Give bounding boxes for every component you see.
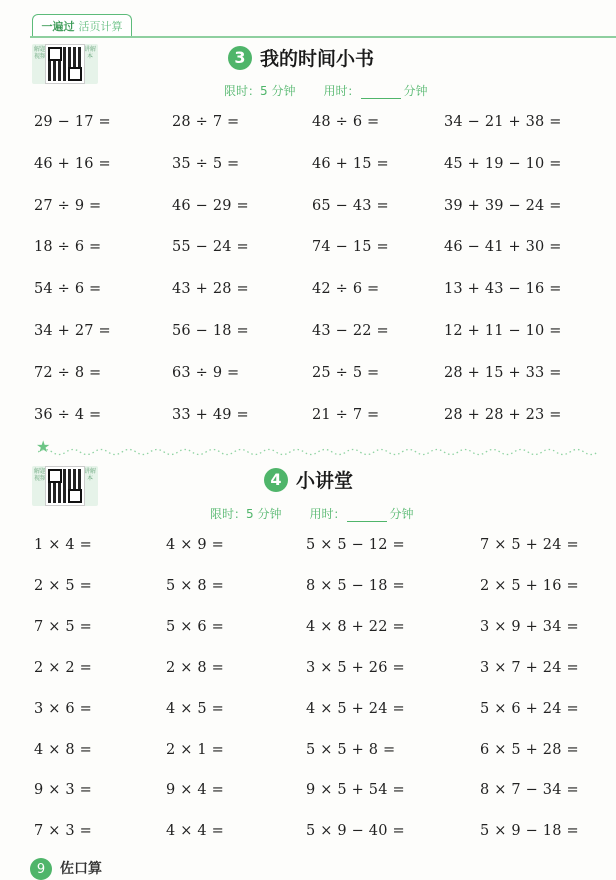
arithmetic-problem: 4 × 8 = [34, 741, 92, 758]
problem-row [0, 619, 616, 639]
arithmetic-problem: 39 + 39 − 24 = [444, 197, 562, 214]
arithmetic-problem: 3 × 7 + 24 = [480, 659, 579, 676]
arithmetic-problem: 28 ÷ 7 = [172, 114, 240, 130]
series-subtitle: 活页计算 [78, 20, 123, 33]
arithmetic-problem: 9 × 5 + 54 = [306, 782, 405, 799]
arithmetic-problem: 45 + 19 − 10 = [444, 155, 562, 172]
arithmetic-problem: 6 × 5 + 28 = [480, 741, 579, 758]
arithmetic-problem: 4 × 5 + 24 = [306, 700, 405, 717]
timer-section-4 [210, 505, 413, 522]
problem-row [0, 407, 616, 427]
arithmetic-problem: 8 × 7 − 34 = [480, 782, 579, 799]
problem-row [0, 823, 616, 843]
problem-row [0, 578, 616, 598]
section-divider [38, 442, 598, 452]
problem-row [0, 537, 616, 557]
problem-row [0, 281, 616, 301]
footer-text: 佐口算 [60, 861, 102, 877]
star-icon: ★ [36, 437, 51, 456]
arithmetic-problem: 54 ÷ 6 = [34, 281, 102, 298]
arithmetic-problem: 27 ÷ 9 = [34, 197, 102, 214]
arithmetic-problem: 1 × 4 = [34, 537, 92, 553]
arithmetic-problem: 56 − 18 = [172, 323, 249, 339]
arithmetic-problem: 7 × 3 = [34, 823, 92, 840]
arithmetic-problem: 3 × 5 + 26 = [306, 659, 405, 676]
arithmetic-problem: 34 + 27 = [34, 323, 111, 339]
series-tab [32, 14, 132, 37]
arithmetic-problem: 46 − 29 = [172, 197, 249, 214]
arithmetic-problem: 3 × 9 + 34 = [480, 618, 579, 635]
qr-right-label: 讲解本 [84, 468, 97, 482]
arithmetic-problem: 46 + 15 = [312, 155, 389, 172]
arithmetic-problem: 5 × 6 + 24 = [480, 700, 579, 717]
qr-left-label: 解题视频 [34, 468, 47, 482]
time-used [323, 82, 427, 99]
arithmetic-problem: 25 ÷ 5 = [312, 364, 380, 381]
qr-code-icon [46, 467, 84, 505]
arithmetic-problem: 28 + 15 + 33 = [444, 364, 562, 381]
arithmetic-problem: 12 + 11 − 10 = [444, 323, 562, 339]
arithmetic-problem: 55 − 24 = [172, 239, 249, 256]
section-number-badge: 4 [264, 468, 288, 492]
arithmetic-problem: 48 ÷ 6 = [312, 114, 380, 130]
problem-row [0, 742, 616, 762]
arithmetic-problem: 63 ÷ 9 = [172, 364, 240, 381]
arithmetic-problem: 5 × 8 = [166, 577, 224, 594]
time-limit: 限时：5 分钟 [210, 507, 282, 521]
arithmetic-problem: 18 ÷ 6 = [34, 239, 102, 256]
problem-row [0, 660, 616, 680]
arithmetic-problem: 7 × 5 = [34, 618, 92, 635]
time-used-label: 用时： [323, 84, 360, 98]
qr-code-icon [46, 45, 84, 83]
section-title-4 [264, 466, 353, 493]
time-used-unit: 分钟 [403, 84, 428, 98]
arithmetic-problem: 9 × 4 = [166, 782, 224, 799]
problem-row [0, 239, 616, 259]
section-title-3 [228, 44, 374, 71]
header-rule [30, 36, 616, 38]
arithmetic-problem: 5 × 6 = [166, 618, 224, 635]
arithmetic-problem: 4 × 5 = [166, 700, 224, 717]
arithmetic-problem: 3 × 6 = [34, 700, 92, 717]
arithmetic-problem: 2 × 5 = [34, 577, 92, 594]
problem-row [0, 156, 616, 176]
time-used-blank[interactable] [347, 509, 387, 522]
qr-left-label: 解题视频 [34, 46, 47, 60]
arithmetic-problem: 34 − 21 + 38 = [444, 114, 562, 130]
arithmetic-problem: 33 + 49 = [172, 406, 249, 423]
problem-row [0, 198, 616, 218]
arithmetic-problem: 2 × 2 = [34, 659, 92, 676]
time-limit: 限时：5 分钟 [224, 84, 296, 98]
arithmetic-problem: 43 − 22 = [312, 323, 389, 339]
arithmetic-problem: 74 − 15 = [312, 239, 389, 256]
problem-row [0, 782, 616, 802]
arithmetic-problem: 8 × 5 − 18 = [306, 577, 405, 594]
arithmetic-problem: 36 ÷ 4 = [34, 406, 102, 423]
arithmetic-problem: 21 ÷ 7 = [312, 406, 380, 423]
timer-section-3 [224, 82, 427, 99]
arithmetic-problem: 9 × 3 = [34, 782, 92, 799]
arithmetic-problem: 72 ÷ 8 = [34, 364, 102, 381]
problem-row [0, 701, 616, 721]
time-used-blank[interactable] [361, 86, 401, 99]
arithmetic-problem: 7 × 5 + 24 = [480, 537, 579, 553]
arithmetic-problem: 4 × 9 = [166, 537, 224, 553]
arithmetic-problem: 5 × 5 − 12 = [306, 537, 405, 553]
arithmetic-problem: 13 + 43 − 16 = [444, 281, 562, 298]
arithmetic-problem: 5 × 5 + 8 = [306, 741, 396, 758]
arithmetic-problem: 2 × 1 = [166, 741, 224, 758]
problem-row [0, 114, 616, 134]
time-used [309, 505, 413, 522]
arithmetic-problem: 42 ÷ 6 = [312, 281, 380, 298]
arithmetic-problem: 29 − 17 = [34, 114, 111, 130]
time-used-unit: 分钟 [389, 507, 414, 521]
section-number-badge: 3 [228, 46, 252, 70]
arithmetic-problem: 46 + 16 = [34, 155, 111, 172]
arithmetic-problem: 5 × 9 − 40 = [306, 823, 405, 840]
series-name: 一遍过 [41, 20, 75, 33]
arithmetic-problem: 46 − 41 + 30 = [444, 239, 562, 256]
arithmetic-problem: 4 × 8 + 22 = [306, 618, 405, 635]
problem-row [0, 365, 616, 385]
page-number-badge: 9 [30, 858, 52, 880]
arithmetic-problem: 5 × 9 − 18 = [480, 823, 579, 840]
arithmetic-problem: 65 − 43 = [312, 197, 389, 214]
section-title-text: 我的时间小书 [260, 48, 375, 70]
qr-code-section-4[interactable] [32, 466, 98, 506]
arithmetic-problem: 28 + 28 + 23 = [444, 406, 562, 423]
section-title-text: 小讲堂 [296, 470, 354, 492]
arithmetic-problem: 2 × 8 = [166, 659, 224, 676]
qr-right-label: 讲解本 [84, 46, 97, 60]
arithmetic-problem: 2 × 5 + 16 = [480, 577, 579, 594]
arithmetic-problem: 35 ÷ 5 = [172, 155, 240, 172]
problem-row [0, 323, 616, 343]
time-used-label: 用时： [309, 507, 346, 521]
arithmetic-problem: 43 + 28 = [172, 281, 249, 298]
qr-code-section-3[interactable] [32, 44, 98, 84]
arithmetic-problem: 4 × 4 = [166, 823, 224, 840]
